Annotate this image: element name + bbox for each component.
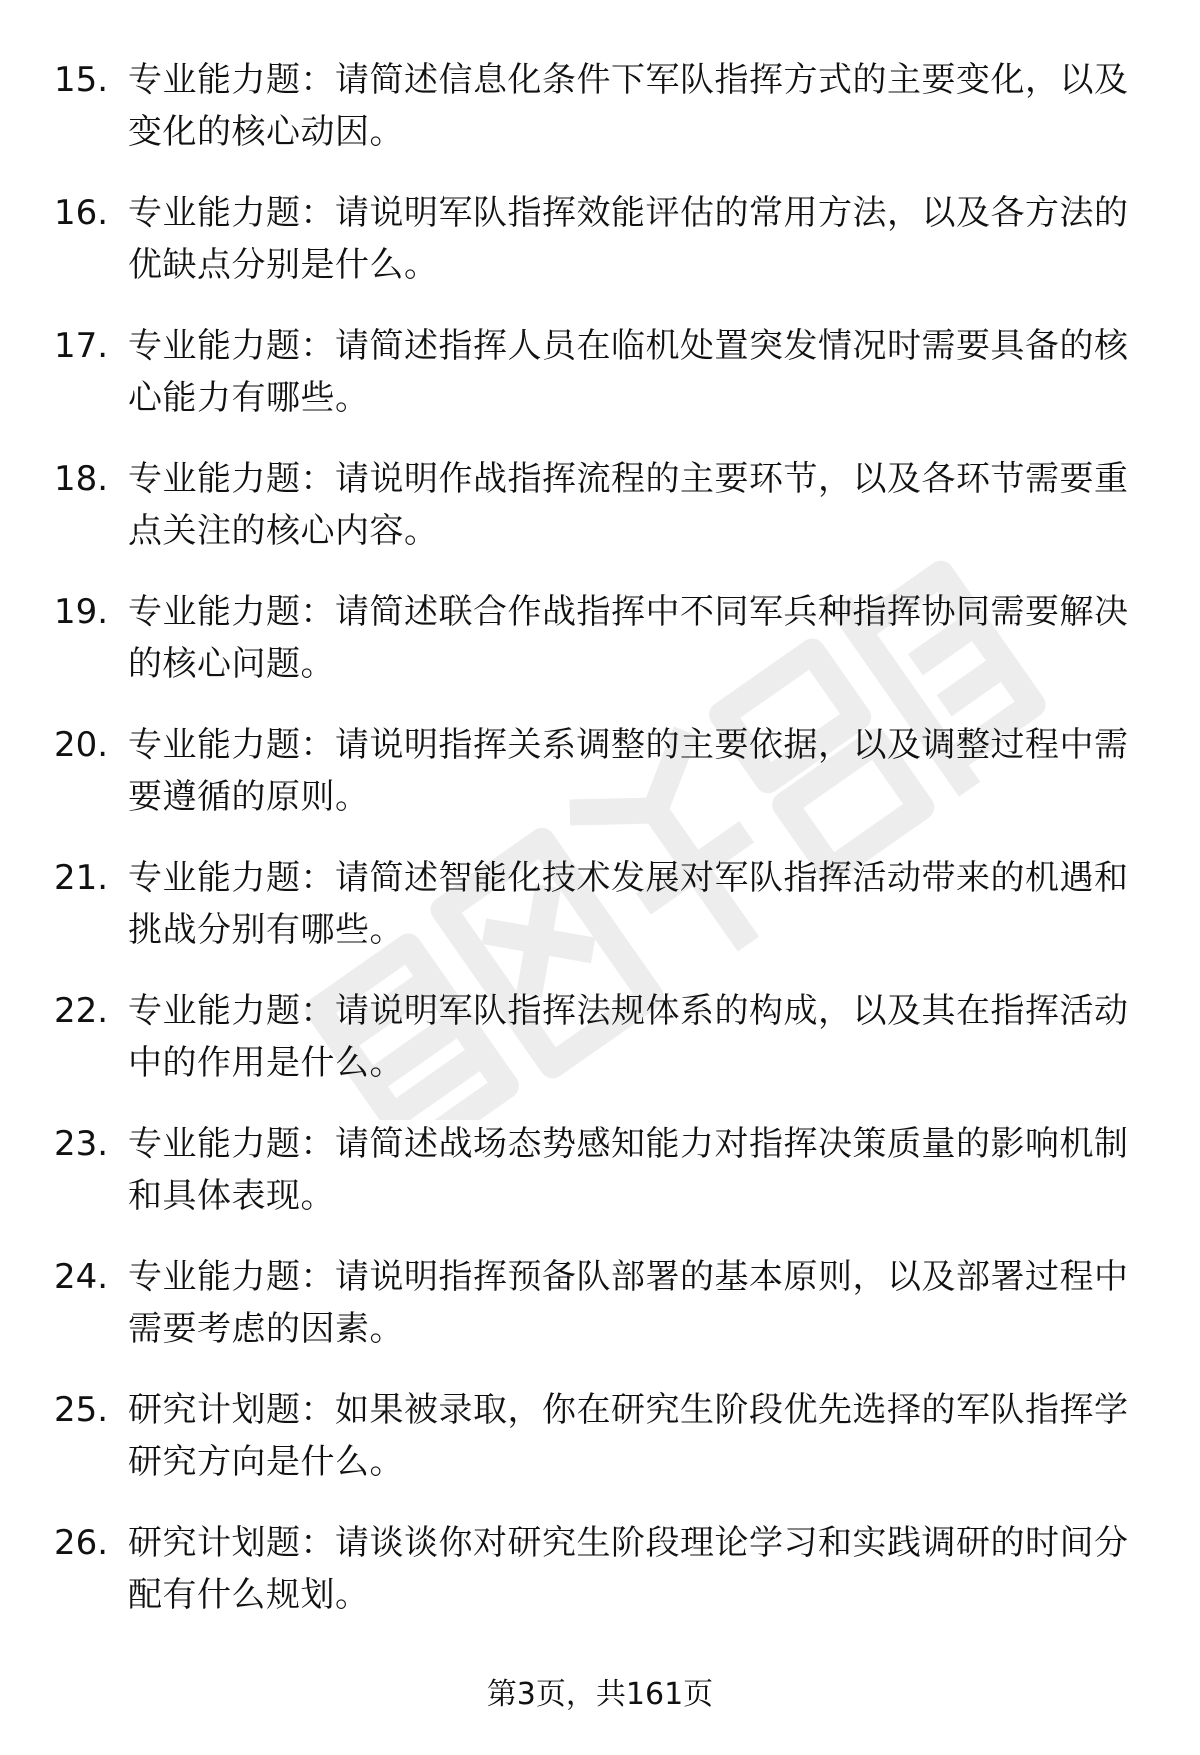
question-text: 专业能力题：请简述战场态势感知能力对指挥决策质量的影响机制和具体表现。	[128, 1124, 1129, 1216]
question-text: 专业能力题：请简述信息化条件下军队指挥方式的主要变化，以及变化的核心动因。	[128, 60, 1129, 152]
question-text: 专业能力题：请说明军队指挥法规体系的构成，以及其在指挥活动中的作用是什么。	[128, 991, 1129, 1083]
question-item	[0, 985, 1200, 1118]
question-text: 专业能力题：请简述指挥人员在临机处置突发情况时需要具备的核心能力有哪些。	[128, 326, 1129, 418]
question-text: 专业能力题：请说明指挥关系调整的主要依据，以及调整过程中需要遵循的原则。	[128, 725, 1129, 817]
question-item	[0, 54, 1200, 187]
question-number: 19.	[54, 592, 109, 632]
question-item	[0, 1251, 1200, 1384]
question-item	[0, 852, 1200, 985]
question-number: 26.	[54, 1523, 109, 1563]
question-item	[0, 586, 1200, 719]
question-text: 专业能力题：请说明作战指挥流程的主要环节，以及各环节需要重点关注的核心内容。	[128, 459, 1129, 551]
question-number: 20.	[54, 725, 109, 765]
question-number: 23.	[54, 1124, 109, 1164]
question-text: 专业能力题：请说明军队指挥效能评估的常用方法，以及各方法的优缺点分别是什么。	[128, 193, 1129, 285]
question-text: 研究计划题：如果被录取，你在研究生阶段优先选择的军队指挥学研究方向是什么。	[128, 1390, 1129, 1482]
question-text: 专业能力题：请简述联合作战指挥中不同军兵种指挥协同需要解决的核心问题。	[128, 592, 1129, 684]
question-number: 15.	[54, 60, 109, 100]
question-item	[0, 187, 1200, 320]
question-number: 16.	[54, 193, 109, 233]
question-item	[0, 1384, 1200, 1517]
question-item	[0, 1118, 1200, 1251]
question-number: 24.	[54, 1257, 109, 1297]
question-list	[0, 54, 1200, 1650]
question-item	[0, 320, 1200, 453]
question-item	[0, 719, 1200, 852]
page-number-footer: 第3页，共161页	[486, 1677, 714, 1712]
question-number: 21.	[54, 858, 109, 898]
question-number: 18.	[54, 459, 109, 499]
question-item	[0, 1517, 1200, 1650]
question-number: 17.	[54, 326, 109, 366]
question-item	[0, 453, 1200, 586]
question-text: 专业能力题：请说明指挥预备队部署的基本原则，以及部署过程中需要考虑的因素。	[128, 1257, 1129, 1349]
question-text: 专业能力题：请简述智能化技术发展对军队指挥活动带来的机遇和挑战分别有哪些。	[128, 858, 1129, 950]
question-text: 研究计划题：请谈谈你对研究生阶段理论学习和实践调研的时间分配有什么规划。	[128, 1523, 1129, 1615]
question-number: 25.	[54, 1390, 109, 1430]
question-number: 22.	[54, 991, 109, 1031]
